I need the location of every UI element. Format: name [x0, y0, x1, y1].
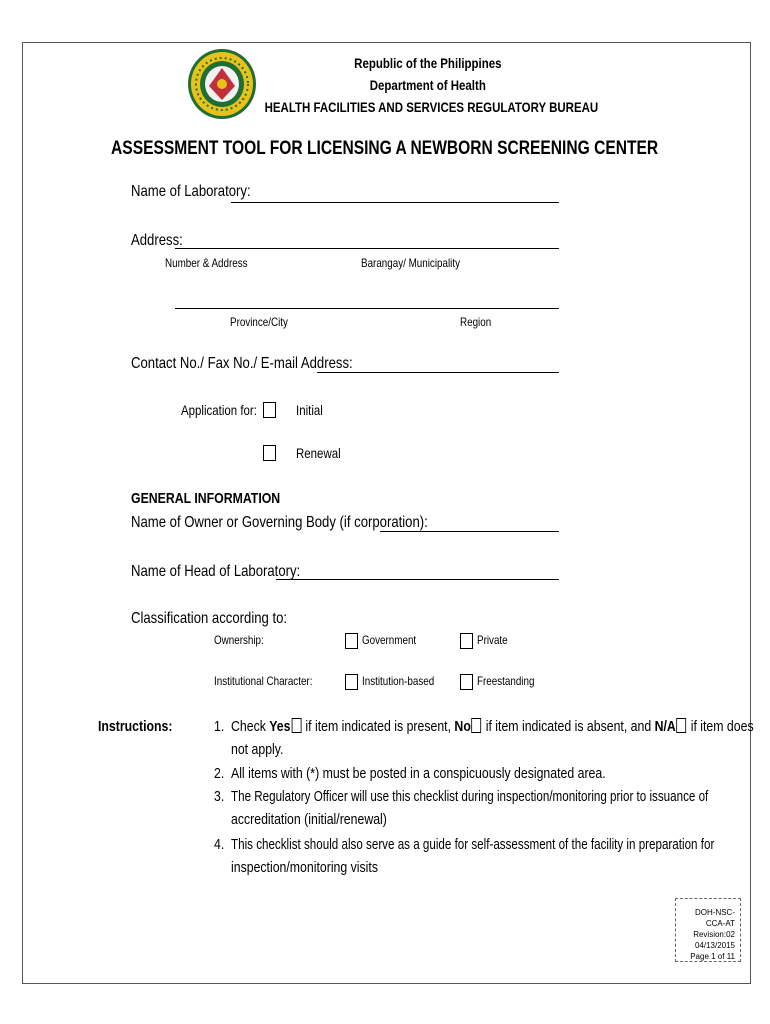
instruction-2-text: All items with (*) must be posted in a conspicuously designated area.	[231, 765, 606, 782]
region-caption: Region	[460, 315, 492, 329]
doc-page: Page 1 of 11	[690, 952, 735, 961]
header-bureau: HEALTH FACILITIES AND SERVICES REGULATORY BUREAU	[264, 99, 599, 115]
instruction-4-text-cont: inspection/monitoring visits	[231, 859, 378, 876]
page-title: ASSESSMENT TOOL FOR LICENSING A NEWBORN SCREENING CENTER	[111, 138, 659, 159]
ownership-label: Ownership:	[214, 633, 264, 647]
institution-based-label: Institution-based	[362, 674, 435, 688]
instruction-1-number: 1.	[214, 718, 225, 735]
doc-revision: Revision:02	[693, 930, 735, 939]
renewal-label: Renewal	[296, 445, 341, 461]
application-label: Application for:	[181, 402, 257, 418]
instruction-4-number: 4.	[214, 836, 225, 853]
na-box-icon	[677, 718, 687, 733]
address-line1-field[interactable]	[175, 248, 559, 249]
instruction-3-text: The Regulatory Officer will use this checklist during inspection/monitoring prior to issuance of	[231, 788, 709, 805]
yes-box-icon	[291, 718, 301, 733]
doc-date: 04/13/2015	[694, 941, 735, 950]
document-control-box	[675, 898, 741, 962]
head-label: Name of Head of Laboratory:	[131, 563, 301, 580]
instruction-2-number: 2.	[214, 765, 225, 782]
instruction-1-text: Check Yes if item indicated is present, No if item indicated is absent, and N/A if item does	[231, 718, 754, 735]
instruction-1-text-cont: not apply.	[231, 741, 284, 758]
instruction-3-text-cont: accreditation (initial/renewal)	[231, 811, 387, 828]
instruction-3-number: 3.	[214, 788, 225, 805]
freestanding-label: Freestanding	[477, 674, 535, 688]
barangay-caption: Barangay/ Municipality	[361, 256, 461, 270]
renewal-checkbox[interactable]	[263, 445, 276, 461]
private-checkbox[interactable]	[460, 633, 473, 649]
header-republic: Republic of the Philippines	[354, 55, 502, 71]
address-label: Address:	[131, 232, 183, 249]
number-address-caption: Number & Address	[165, 256, 248, 270]
general-info-heading: GENERAL INFORMATION	[131, 490, 281, 507]
owner-field[interactable]	[380, 531, 559, 532]
head-field[interactable]	[276, 579, 559, 580]
government-label: Government	[362, 633, 417, 647]
instructions-heading: Instructions:	[98, 718, 173, 735]
owner-label: Name of Owner or Governing Body (if corporation):	[131, 514, 428, 531]
private-label: Private	[477, 633, 508, 647]
contact-field[interactable]	[317, 372, 559, 373]
lab-name-field[interactable]	[231, 202, 559, 203]
institutional-label: Institutional Character:	[214, 674, 313, 688]
lab-name-label: Name of Laboratory:	[131, 183, 251, 200]
classification-label: Classification according to:	[131, 610, 288, 627]
address-line2-field[interactable]	[175, 308, 559, 309]
no-box-icon	[472, 718, 482, 733]
government-checkbox[interactable]	[345, 633, 358, 649]
freestanding-checkbox[interactable]	[460, 674, 473, 690]
institution-based-checkbox[interactable]	[345, 674, 358, 690]
initial-label: Initial	[296, 402, 323, 418]
initial-checkbox[interactable]	[263, 402, 276, 418]
header-department: Department of Health	[369, 77, 487, 93]
doc-code: DOH-NSC-CCA-AT	[695, 908, 735, 928]
instruction-4-text: This checklist should also serve as a guide for self-assessment of the facility in preparation for	[231, 836, 715, 853]
province-caption: Province/City	[230, 315, 288, 329]
contact-label: Contact No./ Fax No./ E-mail Address:	[131, 355, 353, 372]
